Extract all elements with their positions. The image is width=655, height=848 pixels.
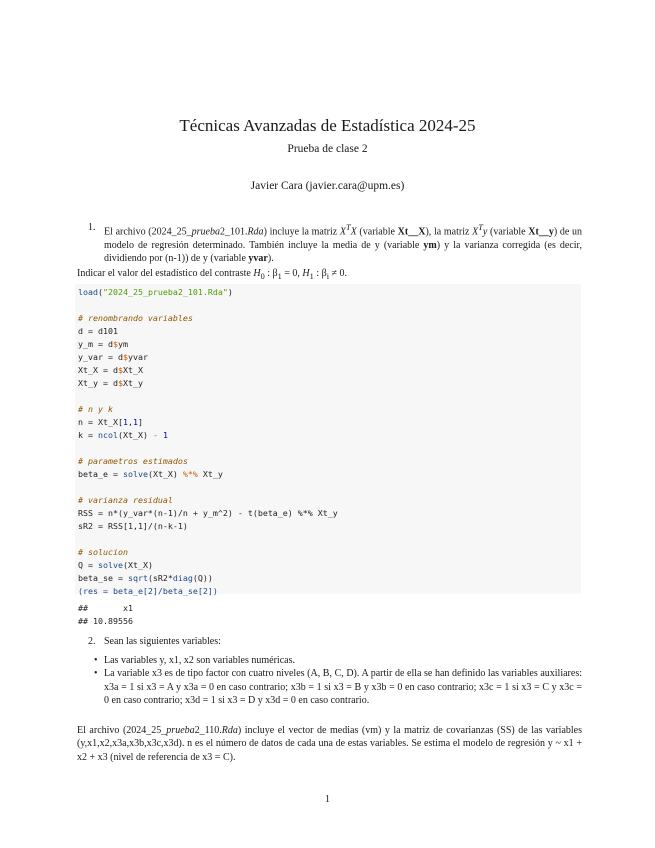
- code-line: RSS = n*(y_var*(n-1)/n + y_m^2) - t(beta_e) %*% Xt_y: [78, 508, 338, 519]
- list-item-text: La variable x3 es de tipo factor con cuatro niveles (A, B, C, D). A partir de ella se han definido las variables auxiliares: x3a = 1 si x3 = A y x3a = 0 en caso contrario; x3b = 1 si x3 = B y x3b = 0 en caso contrario; x3c = 1 si x3 = C y x3c = 0 en caso contrario; x3d = 1 si x3 = D y x3d = 0 en caso contrario.: [104, 668, 582, 707]
- list-item: [94, 667, 582, 707]
- code-output: [78, 602, 133, 628]
- code-line: beta_se =: [78, 573, 128, 584]
- q1-text: Rda: [247, 226, 264, 238]
- q1-math: y: [482, 226, 488, 238]
- q1-math: T: [478, 223, 483, 232]
- q1-text: ), la matriz: [425, 226, 473, 238]
- final-text: El archivo (2024_25_: [77, 725, 167, 736]
- bullet-icon: •: [94, 655, 98, 666]
- q1-text: prueba: [191, 226, 220, 238]
- code-line: (sR2*: [147, 573, 173, 584]
- code-number: 1: [122, 417, 128, 428]
- q1-variable: Xt__y: [528, 226, 554, 238]
- question-2-description: [77, 724, 582, 764]
- code-function: solve: [122, 469, 148, 480]
- code-line: (Xt_X): [122, 560, 153, 571]
- q1-variable: yvar: [248, 253, 268, 265]
- code-line: beta_e =: [78, 469, 123, 480]
- q1-text: El archivo (2024_25_: [104, 226, 192, 238]
- q1-math: X: [339, 226, 346, 238]
- task-math: ≠ 0.: [329, 268, 348, 279]
- task-math: : β: [313, 268, 327, 279]
- q1-math: X: [350, 226, 357, 238]
- task-math: i: [326, 272, 330, 281]
- code-content: load("2024_25_prueba2_101.Rda") # renombrando variables d = d101 y_m = d$ym y_var = d$yvar Xt_X = d$Xt_X Xt_y = d$Xt_y # n y k n = Xt_X[1,1] k = ncol(Xt_X) - 1 # parametros estimados beta_e = solve(Xt_X) %*% Xt_y # varianza residual RSS = n*(y_var*(n-1)/n + y_m^2) - t(beta_e) %*% Xt_y sR2 = RSS[1,1]/(n-k-1) # solucion Q = solve(Xt_X) beta_se = sqrt(sR2*diag(Q)) (res = beta_e[2]/beta_se[2]): [78, 287, 338, 597]
- task-math: : β: [264, 268, 278, 279]
- code-string: "2024_25_prueba2_101.Rda": [102, 287, 228, 297]
- q1-text: (variable: [356, 226, 398, 238]
- code-line: y_m = d: [78, 339, 113, 350]
- final-text: 2_110.: [194, 725, 222, 736]
- q1-math: T: [345, 223, 351, 232]
- code-function: load: [78, 287, 98, 297]
- task-math: H: [302, 268, 310, 279]
- question-1-number: 1.: [88, 222, 96, 233]
- list-item: [94, 654, 582, 667]
- code-line: Xt_y = d: [78, 378, 118, 389]
- code-line: Xt_y: [197, 469, 223, 480]
- q1-variable: ym: [423, 239, 437, 251]
- question-1: [88, 221, 583, 266]
- task-math: = 0,: [281, 268, 303, 279]
- output-line: ## x1: [78, 603, 133, 613]
- final-text: prueba: [166, 725, 195, 736]
- code-comment: # varianza residual: [78, 495, 173, 506]
- task-math: 1: [277, 272, 282, 281]
- q1-text: (variable: [487, 226, 529, 238]
- task-math: 1: [309, 272, 314, 281]
- q1-text: ) incluye la matriz: [263, 226, 340, 238]
- q1-math: X: [472, 226, 479, 238]
- question-2-text: Sean las siguientes variables:: [104, 636, 221, 647]
- document-subtitle: Prueba de clase 2: [287, 143, 368, 155]
- q1-text: 2_101.: [219, 226, 248, 238]
- list-item-text: Las variables y, x1, x2 son variables numéricas.: [104, 655, 295, 666]
- question-2: [88, 635, 582, 648]
- code-line: Q =: [78, 560, 98, 571]
- task-text: Indicar el valor del estadístico del contraste: [77, 268, 254, 279]
- code-function: sqrt: [127, 573, 148, 584]
- code-line: sR2 = RSS[1,1]/(n-k-1): [78, 521, 188, 532]
- code-line: Xt_y: [122, 378, 143, 389]
- q1-variable: Xt__X: [397, 226, 426, 238]
- q1-text: ) y la varianza corregida (es decir, dividiendo por (n-1)) de y (variable: [104, 239, 582, 265]
- bullet-icon: •: [94, 668, 98, 680]
- code-line: (Xt_X): [147, 469, 183, 480]
- code-comment: # solucion: [78, 547, 128, 558]
- page-number: 1: [325, 794, 330, 805]
- code-line: y_var = d: [78, 352, 123, 363]
- code-function: diag: [172, 573, 193, 584]
- q1-text: ) de un modelo de regresión determinado. También incluye la media de y (variable: [104, 226, 583, 251]
- code-line: ym: [117, 339, 128, 350]
- code-comment: # renombrando variables: [78, 313, 193, 324]
- code-line: Xt_X: [122, 365, 143, 376]
- code-number: 1: [162, 430, 168, 441]
- q1-text: ).: [267, 253, 274, 265]
- code-function: ncol: [97, 430, 118, 441]
- final-text: ) incluye el vector de medias (vm) y la matriz de covarianzas (SS) de las variables (y,x1,x2,x3a,x3b,x3c,x3d). n es el número de datos de cada una de estas variables. Se estima el modelo de regresión y ~ x1 + x2 + x3 (nivel de referencia de x3 = C).: [77, 725, 583, 763]
- code-line: (Xt_X): [117, 430, 153, 441]
- variable-list: [94, 654, 582, 708]
- question-2-number: 2.: [88, 636, 96, 647]
- document-author: Javier Cara (javier.cara@upm.es): [250, 180, 405, 192]
- code-line: (res = beta_e[2]/beta_se[2]): [78, 586, 218, 597]
- final-text: Rda: [221, 725, 238, 736]
- code-comment: # n y k: [78, 404, 113, 415]
- code-line: k =: [78, 430, 98, 441]
- code-line: yvar: [127, 352, 148, 363]
- code-operator: -: [152, 430, 158, 441]
- task-math: 0: [260, 272, 265, 281]
- code-line: d = d101: [78, 326, 118, 337]
- code-line: (Q)): [192, 573, 213, 584]
- code-block: [75, 284, 581, 597]
- document-title: Técnicas Avanzadas de Estadística 2024-25: [179, 116, 476, 135]
- output-line: ## 10.89556: [78, 616, 133, 626]
- code-number: 1: [132, 417, 138, 428]
- code-line: Xt_X = d: [78, 365, 118, 376]
- code-operator: %*%: [182, 469, 198, 480]
- code-comment: # parametros estimados: [78, 456, 188, 467]
- code-line: n = Xt_X[: [78, 417, 123, 428]
- code-function: solve: [97, 560, 123, 571]
- question-1-task: [77, 267, 582, 283]
- task-math: H: [253, 268, 261, 279]
